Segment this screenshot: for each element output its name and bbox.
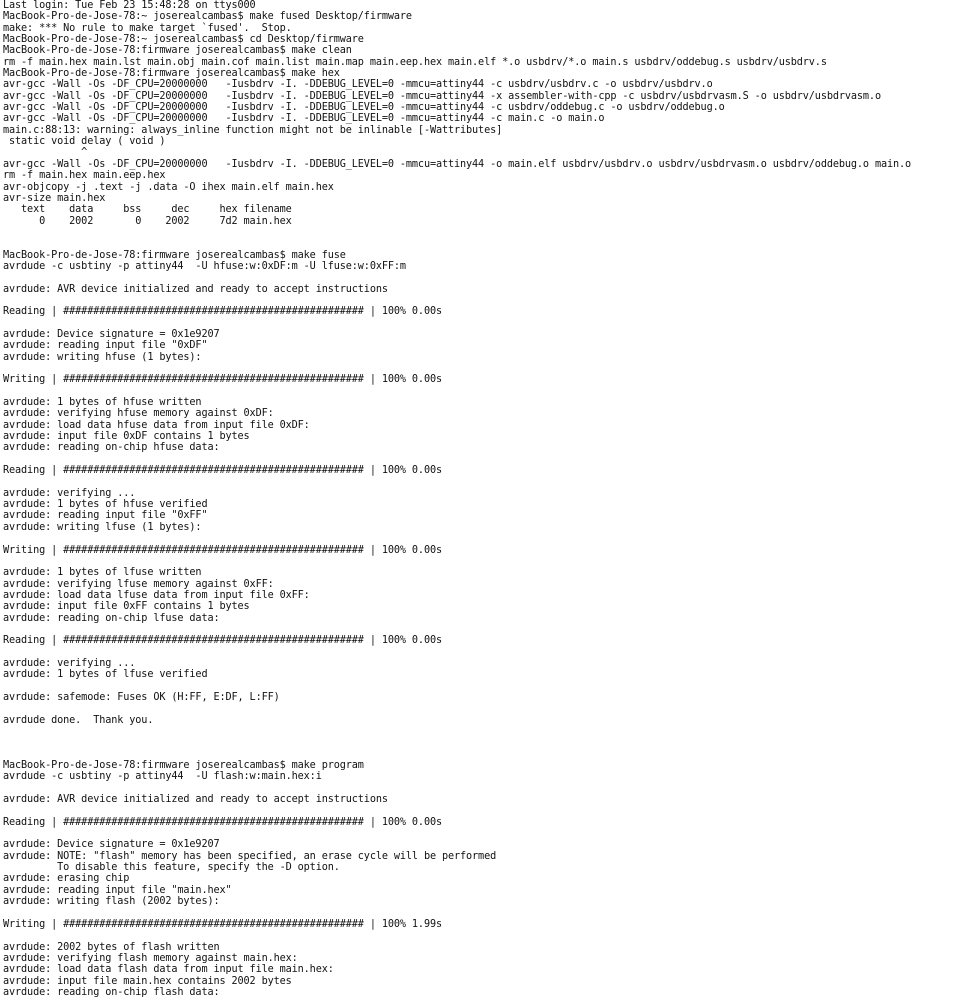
terminal-line — [3, 386, 957, 397]
terminal-line: avr-gcc -Wall -Os -DF_CPU=20000000 -Iusbdrv -I. -DDEBUG_LEVEL=0 -mmcu=attiny44 -x assembler-with-cpp -c usbdrv/usbdrvasm.S -o usbdrv/usbdrvasm.o — [3, 90, 881, 102]
terminal-line — [3, 363, 957, 374]
terminal-line — [3, 805, 957, 816]
terminal-line: avrdude: verifying flash memory against main.hex: — [3, 952, 298, 964]
terminal-line — [3, 783, 957, 794]
terminal-line: avrdude: verifying ... — [3, 657, 136, 669]
terminal-line: Writing | ################################################## | 100% 0.00s — [3, 544, 442, 556]
terminal-line: avrdude: writing flash (2002 bytes): — [3, 896, 220, 908]
terminal-line — [3, 828, 957, 839]
terminal-line: rm -f main.hex main.lst main.obj main.cof main.list main.map main.eep.hex main.elf *.o usbdrv/*.o main.s usbdrv/oddebug.s usbdrv/usbdrv.s — [3, 56, 827, 68]
terminal-line: Writing | ################################################## | 100% 1.99s — [3, 918, 442, 930]
terminal-line: ^ — [3, 147, 88, 159]
terminal-line: avrdude: verifying hfuse memory against 0xDF: — [3, 408, 274, 420]
terminal-line: avrdude: AVR device initialized and ready to accept instructions — [3, 283, 388, 295]
terminal-line: avr-gcc -Wall -Os -DF_CPU=20000000 -Iusbdrv -I. -DDEBUG_LEVEL=0 -mmcu=attiny44 -c usbdrv/usbdrv.c -o usbdrv/usbdrv.o — [3, 79, 713, 91]
terminal-line: Reading | ################################################## | 100% 0.00s — [3, 465, 442, 477]
terminal-line — [3, 737, 957, 748]
terminal-line: avrdude: verifying ... — [3, 487, 136, 499]
terminal-line: MacBook-Pro-de-Jose-78:firmware joserealcambas$ make program — [3, 760, 364, 772]
terminal-line — [3, 726, 957, 737]
terminal-line — [3, 647, 957, 658]
terminal-line: MacBook-Pro-de-Jose-78:~ joserealcambas$ cd Desktop/firmware — [3, 34, 364, 46]
terminal-line: main.c:88:13: warning: always_inline function might not be inlinable [-Wattributes] — [3, 124, 503, 136]
terminal-line: Reading | ################################################## | 100% 0.00s — [3, 816, 442, 828]
terminal-line: avrdude: 1 bytes of lfuse written — [3, 567, 202, 579]
terminal-line: avrdude: input file 0xFF contains 1 bytes — [3, 601, 250, 613]
terminal-line: avr-size main.hex — [3, 192, 106, 204]
terminal-line: avrdude: 1 bytes of lfuse verified — [3, 669, 208, 681]
terminal-line — [3, 295, 957, 306]
terminal-line: MacBook-Pro-de-Jose-78:~ joserealcambas$ make fused Desktop/firmware — [3, 11, 412, 23]
terminal-line: avrdude: erasing chip — [3, 873, 130, 885]
terminal-line: avrdude: NOTE: "flash" memory has been specified, an erase cycle will be performed — [3, 850, 497, 862]
terminal-line: MacBook-Pro-de-Jose-78:firmware joserealcambas$ make clean — [3, 45, 352, 57]
terminal-line: MacBook-Pro-de-Jose-78:firmware joserealcambas$ make hex — [3, 68, 340, 80]
terminal-line: text data bss dec hex filename — [3, 204, 292, 216]
terminal-line: avrdude: reading on-chip hfuse data: — [3, 442, 220, 454]
terminal-output[interactable] — [3, 0, 957, 1008]
terminal-line: static void delay ( void ) — [3, 136, 166, 148]
terminal-line: Reading | ################################################## | 100% 0.00s — [3, 635, 442, 647]
terminal-line: avrdude: load data lfuse data from input file 0xFF: — [3, 589, 310, 601]
terminal-line: avrdude -c usbtiny -p attiny44 -U hfuse:w:0xDF:m -U lfuse:w:0xFF:m — [3, 260, 406, 272]
terminal-line: Writing | ################################################## | 100% 0.00s — [3, 374, 442, 386]
terminal-line — [3, 272, 957, 283]
terminal-line: Reading | ################################################## | 100% 0.00s — [3, 306, 442, 318]
terminal-line — [3, 318, 957, 329]
terminal-line — [3, 454, 957, 465]
terminal-line: avrdude: input file main.hex contains 2002 bytes — [3, 975, 292, 987]
terminal-line: avrdude: reading on-chip flash data: — [3, 986, 220, 998]
terminal-line — [3, 476, 957, 487]
terminal-line — [3, 227, 957, 238]
terminal-line: avrdude: load data hfuse data from input file 0xDF: — [3, 419, 310, 431]
terminal-line — [3, 533, 957, 544]
terminal-line — [3, 930, 957, 941]
terminal-line: avrdude: verifying lfuse memory against 0xFF: — [3, 578, 274, 590]
terminal-line: avrdude: 1 bytes of hfuse written — [3, 397, 202, 409]
terminal-line: avrdude: reading on-chip lfuse data: — [3, 612, 220, 624]
terminal-line: avrdude done. Thank you. — [3, 714, 154, 726]
terminal-line — [3, 556, 957, 567]
terminal-line — [3, 703, 957, 714]
terminal-line: avrdude: writing lfuse (1 bytes): — [3, 521, 202, 533]
terminal-line: avrdude: reading input file "main.hex" — [3, 884, 232, 896]
terminal-lines — [3, 0, 957, 998]
terminal-line: rm -f main.hex main.eep.hex — [3, 170, 166, 182]
terminal-line: avr-gcc -Wall -Os -DF_CPU=20000000 -Iusbdrv -I. -DDEBUG_LEVEL=0 -mmcu=attiny44 -o main.elf usbdrv/usbdrv.o usbdrv/usbdrvasm.o usbdrv/oddebug.o main.o — [3, 158, 912, 170]
terminal-line: avrdude: reading input file "0xDF" — [3, 340, 208, 352]
terminal-line: avr-objcopy -j .text -j .data -O ihex main.elf main.hex — [3, 181, 334, 193]
terminal-line: avrdude: Device signature = 0x1e9207 — [3, 839, 220, 851]
terminal-line — [3, 624, 957, 635]
terminal-line: avrdude: input file 0xDF contains 1 bytes — [3, 431, 250, 443]
terminal-line: 0 2002 0 2002 7d2 main.hex — [3, 215, 292, 227]
terminal-line: MacBook-Pro-de-Jose-78:firmware joserealcambas$ make fuse — [3, 249, 346, 261]
terminal-line — [3, 749, 957, 760]
terminal-line: avrdude: Device signature = 0x1e9207 — [3, 328, 220, 340]
terminal-line: Last login: Tue Feb 23 15:48:28 on ttys000 — [3, 0, 256, 11]
terminal-line: avrdude: reading input file "0xFF" — [3, 510, 208, 522]
terminal-line: To disable this feature, specify the -D option. — [3, 862, 340, 874]
terminal-line: avr-gcc -Wall -Os -DF_CPU=20000000 -Iusbdrv -I. -DDEBUG_LEVEL=0 -mmcu=attiny44 -c main.c -o main.o — [3, 113, 605, 125]
terminal-line — [3, 908, 957, 919]
terminal-line: avrdude: AVR device initialized and ready to accept instructions — [3, 794, 388, 806]
terminal-line: avr-gcc -Wall -Os -DF_CPU=20000000 -Iusbdrv -I. -DDEBUG_LEVEL=0 -mmcu=attiny44 -c usbdrv/oddebug.c -o usbdrv/oddebug.o — [3, 102, 725, 114]
terminal-line: avrdude: safemode: Fuses OK (H:FF, E:DF, L:FF) — [3, 691, 280, 703]
terminal-line: avrdude: 2002 bytes of flash written — [3, 941, 220, 953]
terminal-line: avrdude: 1 bytes of hfuse verified — [3, 499, 208, 511]
terminal-line — [3, 238, 957, 249]
terminal-line: avrdude: writing hfuse (1 bytes): — [3, 351, 202, 363]
terminal-line — [3, 681, 957, 692]
terminal-line: avrdude: load data flash data from input file main.hex: — [3, 964, 334, 976]
terminal-line: avrdude -c usbtiny -p attiny44 -U flash:w:main.hex:i — [3, 771, 322, 783]
terminal-line: make: *** No rule to make target `fused'. Stop. — [3, 22, 292, 34]
